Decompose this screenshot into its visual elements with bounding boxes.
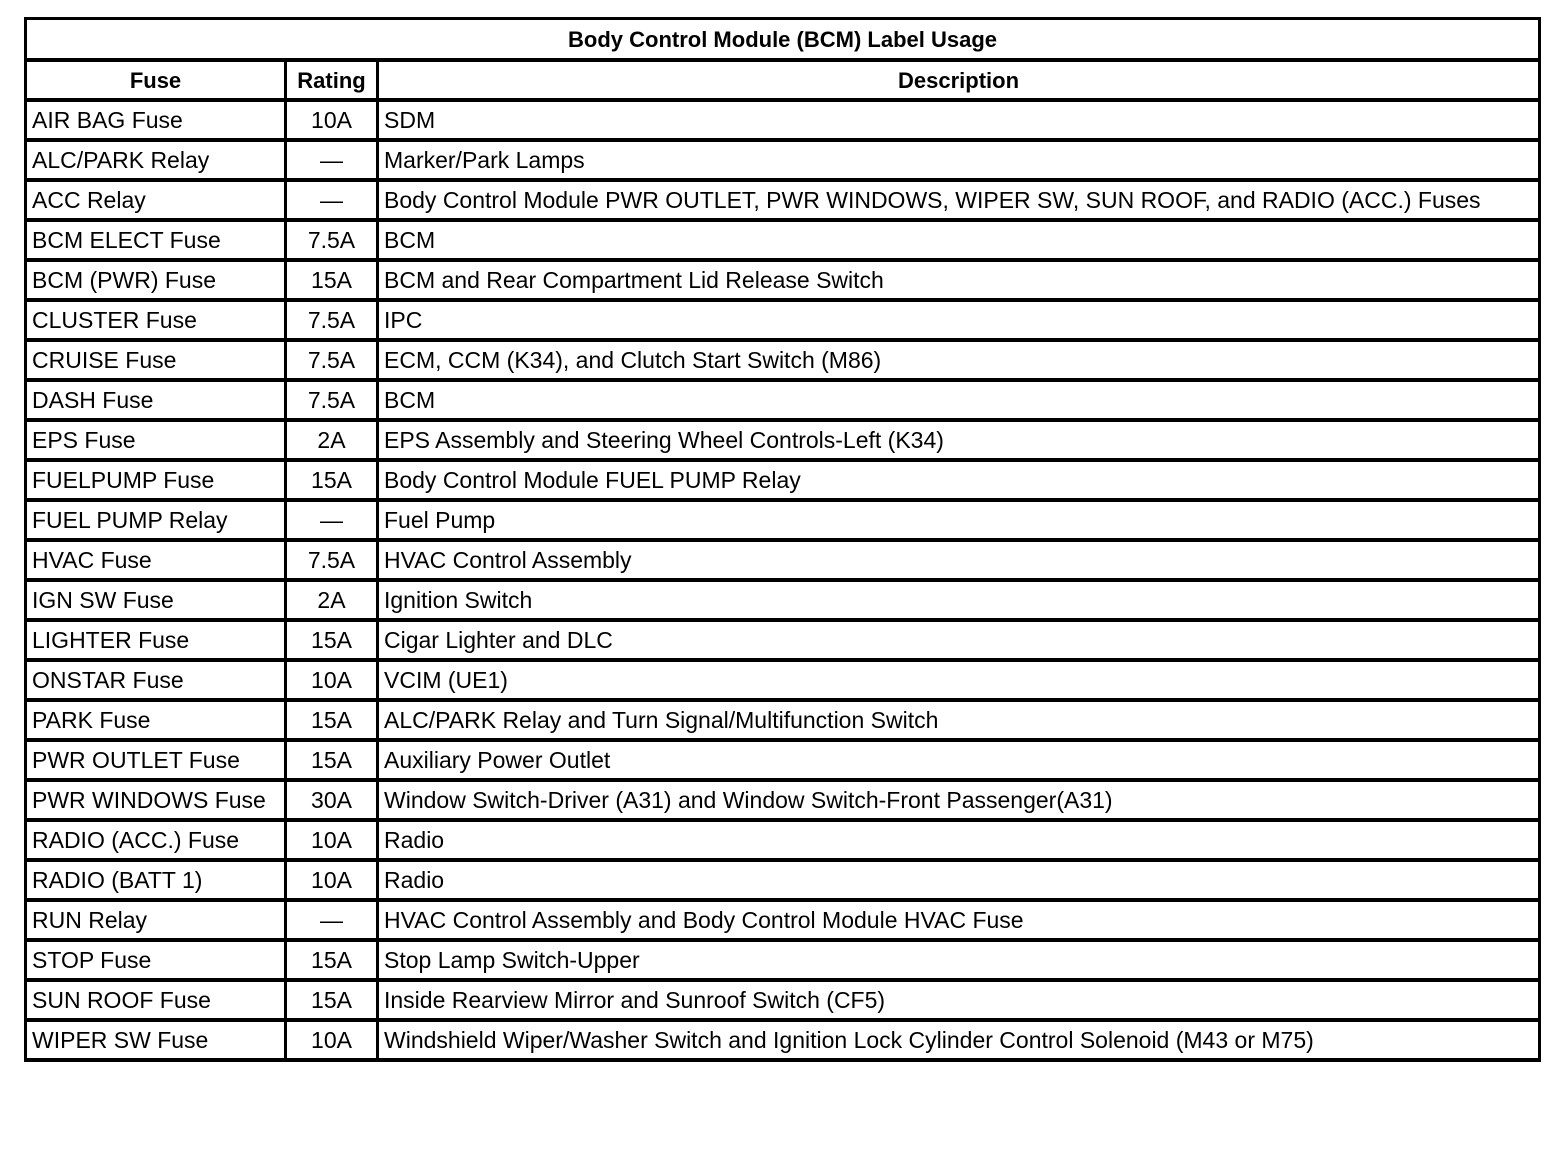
- rating-cell: 7.5A: [286, 220, 378, 260]
- description-cell: Auxiliary Power Outlet: [378, 740, 1540, 780]
- description-cell: HVAC Control Assembly: [378, 540, 1540, 580]
- fuse-cell: RADIO (BATT 1): [26, 860, 286, 900]
- fuse-cell: FUELPUMP Fuse: [26, 460, 286, 500]
- rating-cell: 2A: [286, 420, 378, 460]
- fuse-cell: ALC/PARK Relay: [26, 140, 286, 180]
- description-cell: Radio: [378, 820, 1540, 860]
- rating-cell: 15A: [286, 700, 378, 740]
- description-cell: Ignition Switch: [378, 580, 1540, 620]
- rating-cell: 10A: [286, 660, 378, 700]
- table-row: [26, 740, 1540, 780]
- table-row: [26, 900, 1540, 940]
- fuse-cell: PARK Fuse: [26, 700, 286, 740]
- rating-cell: 2A: [286, 580, 378, 620]
- fuse-cell: CLUSTER Fuse: [26, 300, 286, 340]
- table-row: [26, 660, 1540, 700]
- column-header-rating: Rating: [286, 60, 378, 100]
- table-row: [26, 940, 1540, 980]
- table-row: [26, 140, 1540, 180]
- table-row: [26, 780, 1540, 820]
- description-cell: EPS Assembly and Steering Wheel Controls-Left (K34): [378, 420, 1540, 460]
- table-row: [26, 1020, 1540, 1060]
- fuse-cell: SUN ROOF Fuse: [26, 980, 286, 1020]
- table-row: [26, 580, 1540, 620]
- fuse-cell: PWR OUTLET Fuse: [26, 740, 286, 780]
- description-cell: Cigar Lighter and DLC: [378, 620, 1540, 660]
- rating-cell: 10A: [286, 820, 378, 860]
- column-header-description: Description: [378, 60, 1540, 100]
- table-row: [26, 540, 1540, 580]
- table-row: [26, 100, 1540, 140]
- table-row: [26, 700, 1540, 740]
- rating-cell: 15A: [286, 620, 378, 660]
- fuse-cell: ACC Relay: [26, 180, 286, 220]
- fuse-cell: DASH Fuse: [26, 380, 286, 420]
- fuse-cell: LIGHTER Fuse: [26, 620, 286, 660]
- rating-cell: 15A: [286, 740, 378, 780]
- rating-cell: 10A: [286, 1020, 378, 1060]
- description-cell: Marker/Park Lamps: [378, 140, 1540, 180]
- description-cell: Body Control Module PWR OUTLET, PWR WINDOWS, WIPER SW, SUN ROOF, and RADIO (ACC.) Fuses: [378, 180, 1540, 220]
- rating-cell: 7.5A: [286, 340, 378, 380]
- fuse-cell: STOP Fuse: [26, 940, 286, 980]
- rating-cell: 15A: [286, 460, 378, 500]
- table-row: [26, 420, 1540, 460]
- rating-cell: 7.5A: [286, 380, 378, 420]
- table-body: [26, 100, 1540, 1060]
- rating-cell: 10A: [286, 860, 378, 900]
- description-cell: Inside Rearview Mirror and Sunroof Switch (CF5): [378, 980, 1540, 1020]
- description-cell: Body Control Module FUEL PUMP Relay: [378, 460, 1540, 500]
- rating-cell: —: [286, 180, 378, 220]
- table-row: [26, 340, 1540, 380]
- rating-cell: 30A: [286, 780, 378, 820]
- description-cell: Radio: [378, 860, 1540, 900]
- table-row: [26, 300, 1540, 340]
- description-cell: IPC: [378, 300, 1540, 340]
- table-row: [26, 220, 1540, 260]
- table-row: [26, 460, 1540, 500]
- fuse-cell: CRUISE Fuse: [26, 340, 286, 380]
- table-title: Body Control Module (BCM) Label Usage: [26, 19, 1540, 61]
- table-row: [26, 860, 1540, 900]
- table-header-row: [26, 60, 1540, 100]
- rating-cell: 10A: [286, 100, 378, 140]
- fuse-cell: RADIO (ACC.) Fuse: [26, 820, 286, 860]
- table-row: [26, 380, 1540, 420]
- rating-cell: —: [286, 900, 378, 940]
- fuse-cell: WIPER SW Fuse: [26, 1020, 286, 1060]
- fuse-cell: RUN Relay: [26, 900, 286, 940]
- table-row: [26, 820, 1540, 860]
- description-cell: ECM, CCM (K34), and Clutch Start Switch (M86): [378, 340, 1540, 380]
- fuse-cell: BCM ELECT Fuse: [26, 220, 286, 260]
- description-cell: BCM and Rear Compartment Lid Release Switch: [378, 260, 1540, 300]
- column-header-fuse: Fuse: [26, 60, 286, 100]
- table-title-row: [26, 19, 1540, 61]
- rating-cell: —: [286, 140, 378, 180]
- description-cell: Window Switch-Driver (A31) and Window Switch-Front Passenger(A31): [378, 780, 1540, 820]
- description-cell: Stop Lamp Switch-Upper: [378, 940, 1540, 980]
- fuse-cell: PWR WINDOWS Fuse: [26, 780, 286, 820]
- bcm-label-usage-table: [24, 17, 1541, 1062]
- description-cell: BCM: [378, 220, 1540, 260]
- fuse-cell: FUEL PUMP Relay: [26, 500, 286, 540]
- description-cell: VCIM (UE1): [378, 660, 1540, 700]
- rating-cell: —: [286, 500, 378, 540]
- description-cell: HVAC Control Assembly and Body Control Module HVAC Fuse: [378, 900, 1540, 940]
- rating-cell: 15A: [286, 940, 378, 980]
- rating-cell: 15A: [286, 260, 378, 300]
- rating-cell: 7.5A: [286, 300, 378, 340]
- rating-cell: 15A: [286, 980, 378, 1020]
- rating-cell: 7.5A: [286, 540, 378, 580]
- fuse-cell: ONSTAR Fuse: [26, 660, 286, 700]
- fuse-cell: BCM (PWR) Fuse: [26, 260, 286, 300]
- table-row: [26, 260, 1540, 300]
- fuse-cell: AIR BAG Fuse: [26, 100, 286, 140]
- description-cell: ALC/PARK Relay and Turn Signal/Multifunction Switch: [378, 700, 1540, 740]
- table-row: [26, 500, 1540, 540]
- description-cell: SDM: [378, 100, 1540, 140]
- fuse-cell: EPS Fuse: [26, 420, 286, 460]
- description-cell: Windshield Wiper/Washer Switch and Ignition Lock Cylinder Control Solenoid (M43 or M75): [378, 1020, 1540, 1060]
- description-cell: Fuel Pump: [378, 500, 1540, 540]
- description-cell: BCM: [378, 380, 1540, 420]
- table-row: [26, 620, 1540, 660]
- table-row: [26, 980, 1540, 1020]
- table-row: [26, 180, 1540, 220]
- fuse-cell: HVAC Fuse: [26, 540, 286, 580]
- fuse-cell: IGN SW Fuse: [26, 580, 286, 620]
